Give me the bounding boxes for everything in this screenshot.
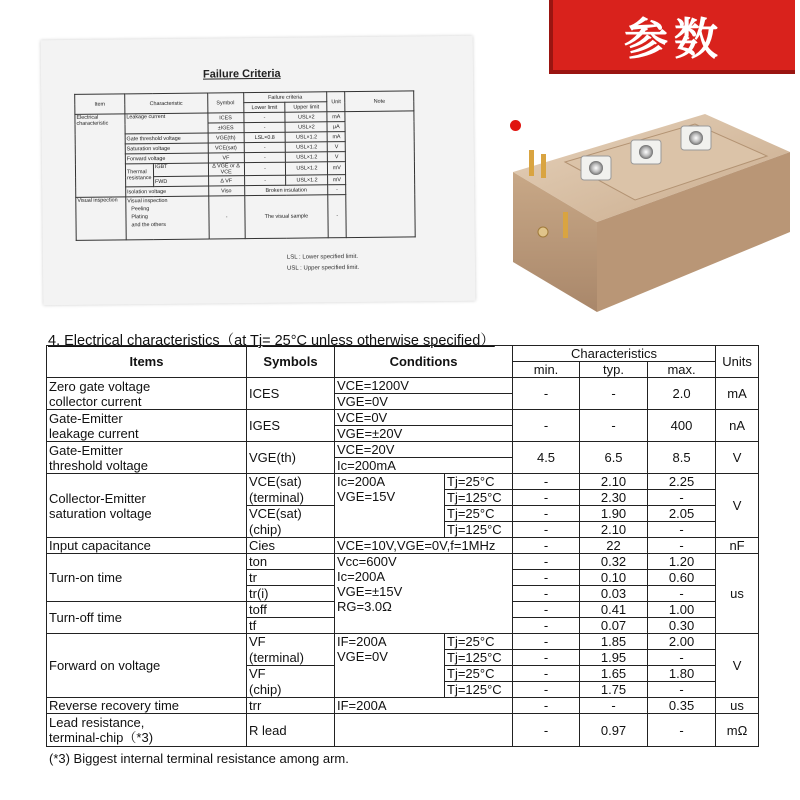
ec-tj: Tj=125°C — [445, 522, 513, 538]
fc-thermal-fwd: FWD — [153, 176, 208, 187]
ec-typ: 2.30 — [580, 490, 648, 506]
ec-unit: V — [716, 474, 759, 538]
ec-item-forward: Forward on voltage — [47, 634, 247, 698]
electrical-characteristics-table — [46, 345, 759, 747]
ec-min: - — [513, 714, 580, 747]
ec-cond-line: VGE=15V — [337, 489, 396, 504]
ec-tj: Tj=25°C — [445, 666, 513, 682]
electrical-characteristics-heading: 4. Electrical characteristics（at Tj= 25°C unless otherwise specified） — [48, 333, 495, 349]
ec-sym: (chip) — [247, 682, 335, 698]
ec-unit: us — [716, 554, 759, 634]
fc-cell: V — [328, 142, 346, 152]
ec-h-units: Units — [716, 346, 759, 378]
ec-typ: 0.32 — [580, 554, 648, 570]
ec-max: 2.0 — [648, 378, 716, 410]
ec-item-line: saturation voltage — [49, 505, 152, 521]
ec-max: 400 — [648, 410, 716, 442]
fc-cell: USL×1.2 — [286, 162, 328, 175]
ec-item-line: terminal-chip（*3) — [49, 730, 154, 745]
ec-unit: nF — [716, 538, 759, 554]
ec-typ: 22 — [580, 538, 648, 554]
fc-cell: LSL×0.8 — [244, 132, 286, 142]
ec-max: - — [648, 586, 716, 602]
fc-cell: VCE(sat) — [208, 143, 244, 153]
ec-typ: 6.5 — [580, 442, 648, 474]
fc-thermal-label: Thermal resistance — [125, 164, 153, 187]
failure-criteria-table — [74, 90, 416, 241]
ec-cond: Ic=200mA — [335, 458, 513, 474]
fc-cell: ICES — [208, 113, 244, 123]
ec-max: - — [648, 490, 716, 506]
fc-cell: Viso — [208, 186, 244, 196]
fc-cell: Gate threshold voltage — [125, 133, 208, 144]
ec-max: 1.20 — [648, 554, 716, 570]
ec-typ: - — [580, 698, 648, 714]
fc-cell: - — [208, 196, 244, 239]
footnote: (*3) Biggest internal terminal resistance among arm. — [49, 751, 349, 766]
ec-sym: VF — [247, 634, 335, 650]
failure-criteria-title: Failure Criteria — [202, 67, 281, 81]
ec-sym: VCE(sat) — [247, 474, 335, 490]
ec-min: - — [513, 506, 580, 522]
fc-cell: Δ VGE or Δ VCE — [208, 163, 244, 176]
ec-typ: - — [580, 378, 648, 410]
fc-h-symbol: Symbol — [207, 93, 243, 113]
ec-max: - — [648, 682, 716, 698]
ec-item-line: threshold voltage — [49, 457, 149, 473]
ec-h-items: Items — [47, 346, 247, 378]
fc-cell: Isolation voltage — [126, 186, 209, 197]
ec-min: - — [513, 618, 580, 634]
fc-cell: The visual sample — [244, 195, 328, 239]
ec-sym: tf — [247, 618, 335, 634]
ec-cond: VGE=0V — [335, 394, 513, 410]
ec-max: - — [648, 714, 716, 747]
ec-typ: - — [580, 410, 648, 442]
ec-typ: 0.41 — [580, 602, 648, 618]
ec-h-characteristics: Characteristics — [513, 346, 716, 362]
ec-max: 2.25 — [648, 474, 716, 490]
ec-cond-line: VGE=±15V — [337, 584, 403, 599]
ec-cond-line: RG=3.0Ω — [337, 599, 392, 614]
parameters-banner: 参数 — [549, 0, 795, 74]
ec-max: 2.05 — [648, 506, 716, 522]
ec-cond — [335, 714, 513, 747]
ec-max: 1.00 — [648, 602, 716, 618]
ec-unit: nA — [716, 410, 759, 442]
ec-item-turn-on: Turn-on time — [47, 554, 247, 602]
ec-min: - — [513, 682, 580, 698]
ec-tj: Tj=25°C — [445, 474, 513, 490]
fc-group-electrical: Electrical characteristic — [75, 114, 126, 198]
ec-sym: IGES — [247, 410, 335, 442]
fc-h-unit: Unit — [327, 92, 345, 112]
terminal-1 — [581, 156, 611, 180]
mounting-hole-icon — [538, 227, 548, 237]
ec-unit: V — [716, 442, 759, 474]
ec-sym: R lead — [247, 714, 335, 747]
igbt-module-image — [505, 112, 795, 317]
ec-sym: tr — [247, 570, 335, 586]
fc-cell: - — [244, 162, 286, 175]
ec-sym: toff — [247, 602, 335, 618]
fc-note-cell — [345, 111, 415, 238]
lsl-note: LSL : Lower specified limit. — [286, 253, 359, 261]
ec-cond-line: IF=200A — [337, 634, 387, 649]
ec-item-cies: Input capacitance — [47, 538, 247, 554]
fc-cell: - — [244, 142, 286, 152]
ec-tj: Tj=125°C — [445, 490, 513, 506]
fc-cell: mA — [327, 112, 345, 122]
fc-h-lower: Lower limit — [243, 102, 285, 112]
ec-min: - — [513, 602, 580, 618]
ec-min: - — [513, 570, 580, 586]
ec-max: 1.80 — [648, 666, 716, 682]
fc-cell: - — [328, 185, 346, 195]
fc-cell: Forward voltage — [125, 153, 208, 164]
fc-cell: μA — [327, 122, 345, 132]
ec-min: - — [513, 586, 580, 602]
ec-max: - — [648, 650, 716, 666]
fc-visual-l3: and the others — [131, 221, 166, 229]
ec-min: - — [513, 666, 580, 682]
fc-h-note: Note — [345, 91, 414, 112]
ec-cond: VGE=±20V — [335, 426, 513, 442]
fc-h-char: Characteristic — [125, 93, 208, 114]
ec-item-line: Gate-Emitter — [49, 410, 123, 426]
ec-typ: 1.65 — [580, 666, 648, 682]
ec-typ: 1.85 — [580, 634, 648, 650]
ec-typ: 1.75 — [580, 682, 648, 698]
ec-typ: 0.10 — [580, 570, 648, 586]
fc-cell: Leakage current — [125, 113, 208, 134]
ec-item-line: Zero gate voltage — [49, 378, 151, 394]
ec-cond-sat — [335, 474, 445, 538]
ec-sym: (terminal) — [247, 490, 335, 506]
ec-typ: 1.95 — [580, 650, 648, 666]
ec-sym: (terminal) — [247, 650, 335, 666]
fc-cell: USL×2 — [285, 112, 327, 122]
fc-visual-char — [126, 196, 209, 240]
ec-sym: Cies — [247, 538, 335, 554]
fc-cell: USL×1.2 — [286, 132, 328, 142]
ec-cond: IF=200A — [335, 698, 513, 714]
ec-sym: trr — [247, 698, 335, 714]
fc-h-item: Item — [75, 94, 125, 115]
ec-item-line: Lead resistance, — [49, 715, 145, 730]
fc-cell: USL×1.2 — [286, 142, 328, 152]
screw-icon — [589, 161, 603, 175]
ec-unit: us — [716, 698, 759, 714]
ec-item-zero-gate — [47, 378, 247, 410]
ec-min: - — [513, 522, 580, 538]
fc-cell: Saturation voltage — [125, 143, 208, 154]
ec-max: 0.30 — [648, 618, 716, 634]
ec-min: - — [513, 698, 580, 714]
ec-item-saturation — [47, 474, 247, 538]
ec-cond-line: Ic=200A — [337, 569, 386, 584]
ec-cond: VCE=1200V — [335, 378, 513, 394]
fc-cell: mA — [327, 132, 345, 142]
fc-visual-title: Visual inspection — [127, 197, 168, 205]
screw-icon — [639, 145, 653, 159]
ec-tj: Tj=25°C — [445, 506, 513, 522]
ec-item-trr: Reverse recovery time — [47, 698, 247, 714]
ec-tj: Tj=125°C — [445, 650, 513, 666]
ec-min: - — [513, 490, 580, 506]
ec-min: - — [513, 538, 580, 554]
fc-cell: V — [328, 152, 346, 162]
usl-note: USL : Upper specified limit. — [286, 264, 360, 272]
ec-max: 8.5 — [648, 442, 716, 474]
ec-cond-sw — [335, 554, 513, 634]
ec-min: - — [513, 554, 580, 570]
ec-cond: VCE=20V — [335, 442, 513, 458]
ec-min: - — [513, 378, 580, 410]
ec-item-threshold — [47, 442, 247, 474]
failure-criteria-sheet — [41, 36, 476, 306]
screw-icon — [689, 131, 703, 145]
ec-item-line: Collector-Emitter — [49, 490, 146, 506]
ec-max: 0.60 — [648, 570, 716, 586]
fc-cell: VF — [208, 153, 244, 163]
ec-cond: VCE=0V — [335, 410, 513, 426]
fc-h-criteria: Failure criteria — [243, 92, 327, 103]
fc-cell: Δ VF — [208, 176, 244, 186]
ec-h-conditions: Conditions — [335, 346, 513, 378]
fc-cell: USL×1.2 — [286, 152, 328, 162]
ec-h-symbols: Symbols — [247, 346, 335, 378]
terminal-2 — [631, 140, 661, 164]
ec-item-gate-leakage — [47, 410, 247, 442]
ec-max: - — [648, 522, 716, 538]
fc-cell: - — [243, 112, 285, 122]
fc-cell: ±IGES — [208, 123, 244, 133]
ec-tj: Tj=25°C — [445, 634, 513, 650]
ec-h-min: min. — [513, 362, 580, 378]
ec-min: - — [513, 410, 580, 442]
ec-max: 2.00 — [648, 634, 716, 650]
ec-item-turn-off: Turn-off time — [47, 602, 247, 634]
fc-cell: mV — [328, 175, 346, 185]
ec-max: 0.35 — [648, 698, 716, 714]
fc-thermal-igbt: IGBT — [153, 163, 208, 177]
fc-cell: - — [244, 152, 286, 162]
ec-typ: 0.07 — [580, 618, 648, 634]
ec-min: - — [513, 634, 580, 650]
ec-cond-line: VGE=0V — [337, 649, 388, 664]
fc-visual-l1: Peeling — [131, 206, 150, 213]
ec-sym: tr(i) — [247, 586, 335, 602]
ec-typ: 0.03 — [580, 586, 648, 602]
fc-visual-l2: Plating — [131, 214, 148, 221]
ec-typ: 2.10 — [580, 522, 648, 538]
fc-cell: VGE(th) — [208, 133, 244, 143]
ec-unit: V — [716, 634, 759, 698]
ec-cond-line: Vcc=600V — [337, 554, 397, 569]
fc-group-visual: Visual inspection — [76, 197, 126, 241]
fc-cell: mV — [328, 162, 346, 175]
ec-sym: VF — [247, 666, 335, 682]
fc-cell: - — [244, 122, 286, 132]
ec-item-line: Gate-Emitter — [49, 442, 123, 458]
ec-sym: ton — [247, 554, 335, 570]
fc-cell: USL×1.2 — [286, 175, 328, 185]
ec-min: 4.5 — [513, 442, 580, 474]
ec-max: - — [648, 538, 716, 554]
ec-cond-fwd — [335, 634, 445, 698]
ec-unit: mΩ — [716, 714, 759, 747]
ec-typ: 1.90 — [580, 506, 648, 522]
fc-cell: USL×2 — [285, 122, 327, 132]
ec-item-line: collector current — [49, 393, 142, 409]
ec-min: - — [513, 650, 580, 666]
fc-cell: Broken insulation — [244, 185, 328, 196]
ec-cond: VCE=10V,VGE=0V,f=1MHz — [335, 538, 513, 554]
ec-tj: Tj=125°C — [445, 682, 513, 698]
ec-sym: (chip) — [247, 522, 335, 538]
ec-cond-line: Ic=200A — [337, 474, 386, 489]
ec-h-typ: typ. — [580, 362, 648, 378]
fc-cell: - — [244, 175, 286, 185]
fc-h-upper: Upper limit — [285, 102, 327, 112]
ec-sym: VGE(th) — [247, 442, 335, 474]
terminal-3 — [681, 126, 711, 150]
ec-item-lead-resistance — [47, 714, 247, 747]
ec-unit: mA — [716, 378, 759, 410]
ec-typ: 2.10 — [580, 474, 648, 490]
ec-min: - — [513, 474, 580, 490]
ec-item-line: leakage current — [49, 425, 139, 441]
ec-h-max: max. — [648, 362, 716, 378]
ec-typ: 0.97 — [580, 714, 648, 747]
ec-sym: VCE(sat) — [247, 506, 335, 522]
fc-cell: - — [328, 195, 346, 238]
ec-sym: ICES — [247, 378, 335, 410]
